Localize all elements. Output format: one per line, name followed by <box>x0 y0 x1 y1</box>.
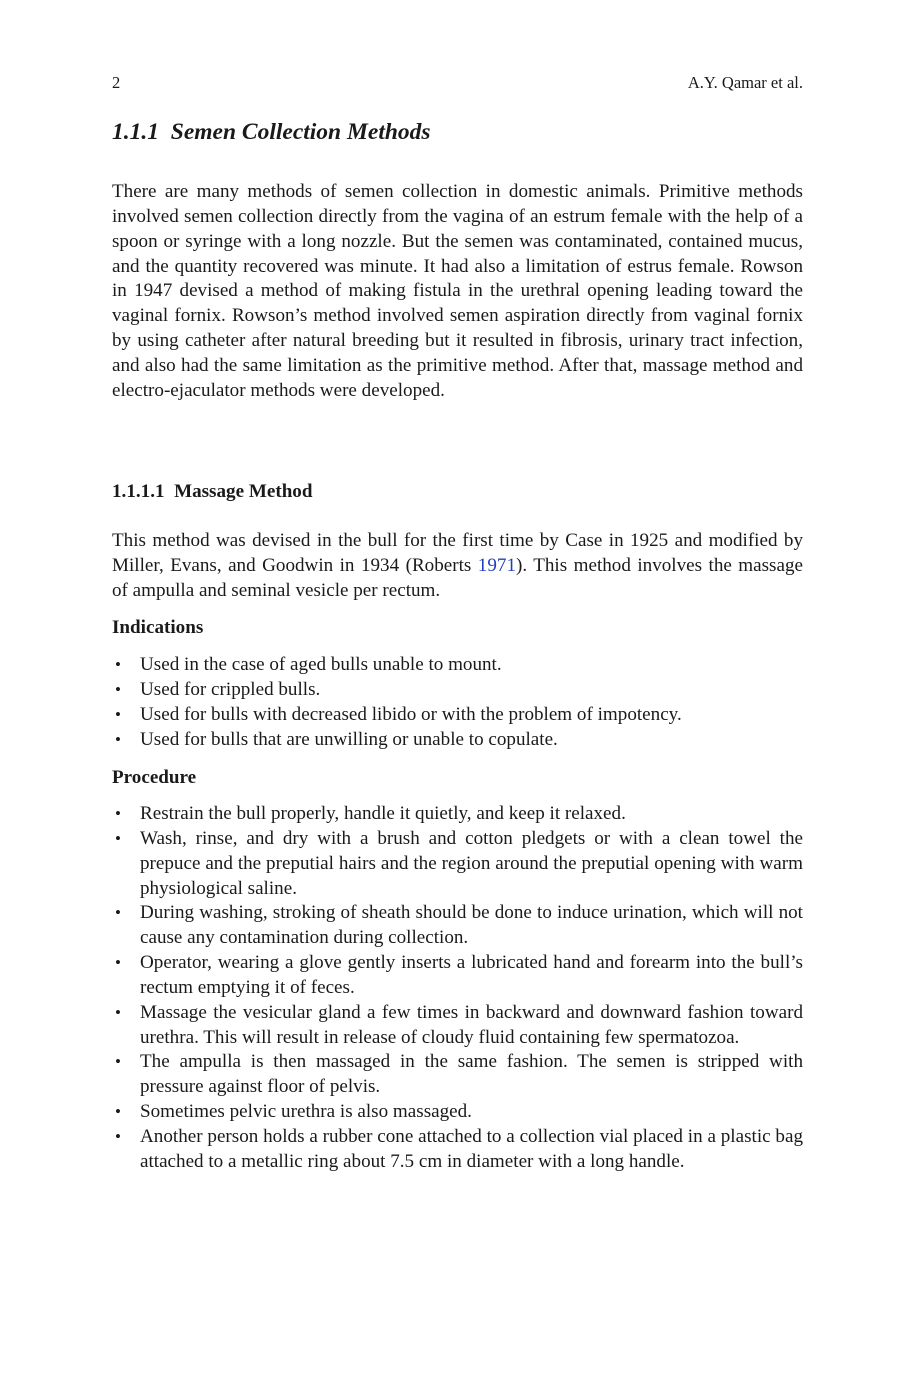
subsection-number: 1.1.1.1 <box>112 481 165 502</box>
list-item <box>112 678 803 703</box>
page-number: 2 <box>112 73 121 92</box>
list-item <box>112 703 803 728</box>
bullet-icon: • <box>115 804 121 823</box>
list-item <box>112 827 803 902</box>
list-item-text: Operator, wearing a glove gently inserts a lubricated hand and forearm into the bull’s rectum emptying it of feces. <box>140 952 803 998</box>
running-head <box>112 72 803 94</box>
list-item <box>112 802 803 827</box>
bullet-icon: • <box>115 704 121 724</box>
bullet-icon: • <box>115 828 121 848</box>
bullet-icon: • <box>115 903 121 923</box>
list-item <box>112 1100 803 1125</box>
bullet-icon: • <box>115 1052 121 1072</box>
list-item-text: Massage the vesicular gland a few times in backward and downward fashion toward urethra. This will result in release of cloudy fluid containing few spermatozoa. <box>140 1001 803 1048</box>
bullet-icon: • <box>115 679 121 699</box>
running-head-authors: A.Y. Qamar et al. <box>687 73 803 92</box>
procedure-list <box>112 802 803 1175</box>
bullet-icon: • <box>115 655 121 674</box>
citation-link[interactable]: 1971 <box>477 554 516 576</box>
bullet-icon: • <box>115 953 121 973</box>
procedure-heading: Procedure <box>112 767 197 788</box>
paragraph-text-before-citation: This method was devised in the bull for the first time by Case in 1925 and modified by Miller, Evans, and Goodwin in 1934 (Roberts <box>112 530 803 576</box>
list-item <box>112 901 803 951</box>
massage-method-paragraph <box>112 529 803 604</box>
list-item-text: Used in the case of aged bulls unable to mount. <box>140 654 502 675</box>
list-item-text: Restrain the bull properly, handle it quietly, and keep it relaxed. <box>140 803 626 824</box>
list-item <box>112 1050 803 1100</box>
bullet-icon: • <box>115 1002 121 1022</box>
indications-list <box>112 653 803 752</box>
list-item-text: Used for crippled bulls. <box>140 678 321 700</box>
section-heading <box>112 117 431 147</box>
intro-paragraph: There are many methods of semen collection in domestic animals. Primitive methods involved semen collection directly from the vagina of an estrum female with the help of a spoon or syringe with a long nozzle. But the semen was contaminated, contained mucus, and the quantity recovered was minute. It had also a limitation of estrus female. Rowson in 1947 devised a method of making fistula in the urethral opening leading toward the vaginal fornix. Rowson’s method involved semen aspiration directly from vaginal fornix by using catheter after natural breeding but it resulted in fibrosis, urinary tract infection, and also had the same limitation as the primitive method. After that, massage method and electro-ejaculator methods were developed. <box>112 181 803 401</box>
list-item-text: Wash, rinse, and dry with a brush and cotton pledgets or with a clean towel the prepuce and the preputial hairs and the region around the preputial opening with warm physiological saline. <box>140 827 803 899</box>
list-item <box>112 728 803 753</box>
list-item <box>112 951 803 1001</box>
list-item-text: The ampulla is then massaged in the same fashion. The semen is stripped with pressure against floor of pelvis. <box>140 1051 803 1098</box>
list-item-text: Used for bulls that are unwilling or unable to copulate. <box>140 728 558 750</box>
bullet-icon: • <box>115 729 121 749</box>
list-item <box>112 1125 803 1175</box>
list-item-text: Another person holds a rubber cone attached to a collection vial placed in a plastic bag attached to a metallic ring about 7.5 cm in diameter with a long handle. <box>140 1125 803 1172</box>
list-item <box>112 653 803 678</box>
subsection-title: Massage Method <box>174 481 313 502</box>
list-item-text: Sometimes pelvic urethra is also massaged. <box>140 1101 472 1123</box>
bullet-icon: • <box>115 1126 121 1146</box>
bullet-icon: • <box>115 1102 121 1122</box>
section-title: Semen Collection Methods <box>170 119 431 145</box>
section-number: 1.1.1 <box>112 119 159 145</box>
indications-heading: Indications <box>112 617 204 638</box>
paragraph-text-after-citation: ). This method involves the massage of ampulla and seminal vesicle per rectum. <box>112 554 803 601</box>
list-item <box>112 1001 803 1051</box>
subsection-heading <box>112 479 312 504</box>
list-item-text: During washing, stroking of sheath should be done to induce urination, which will not cause any contamination during collection. <box>140 902 803 949</box>
list-item-text: Used for bulls with decreased libido or with the problem of impotency. <box>140 703 682 725</box>
